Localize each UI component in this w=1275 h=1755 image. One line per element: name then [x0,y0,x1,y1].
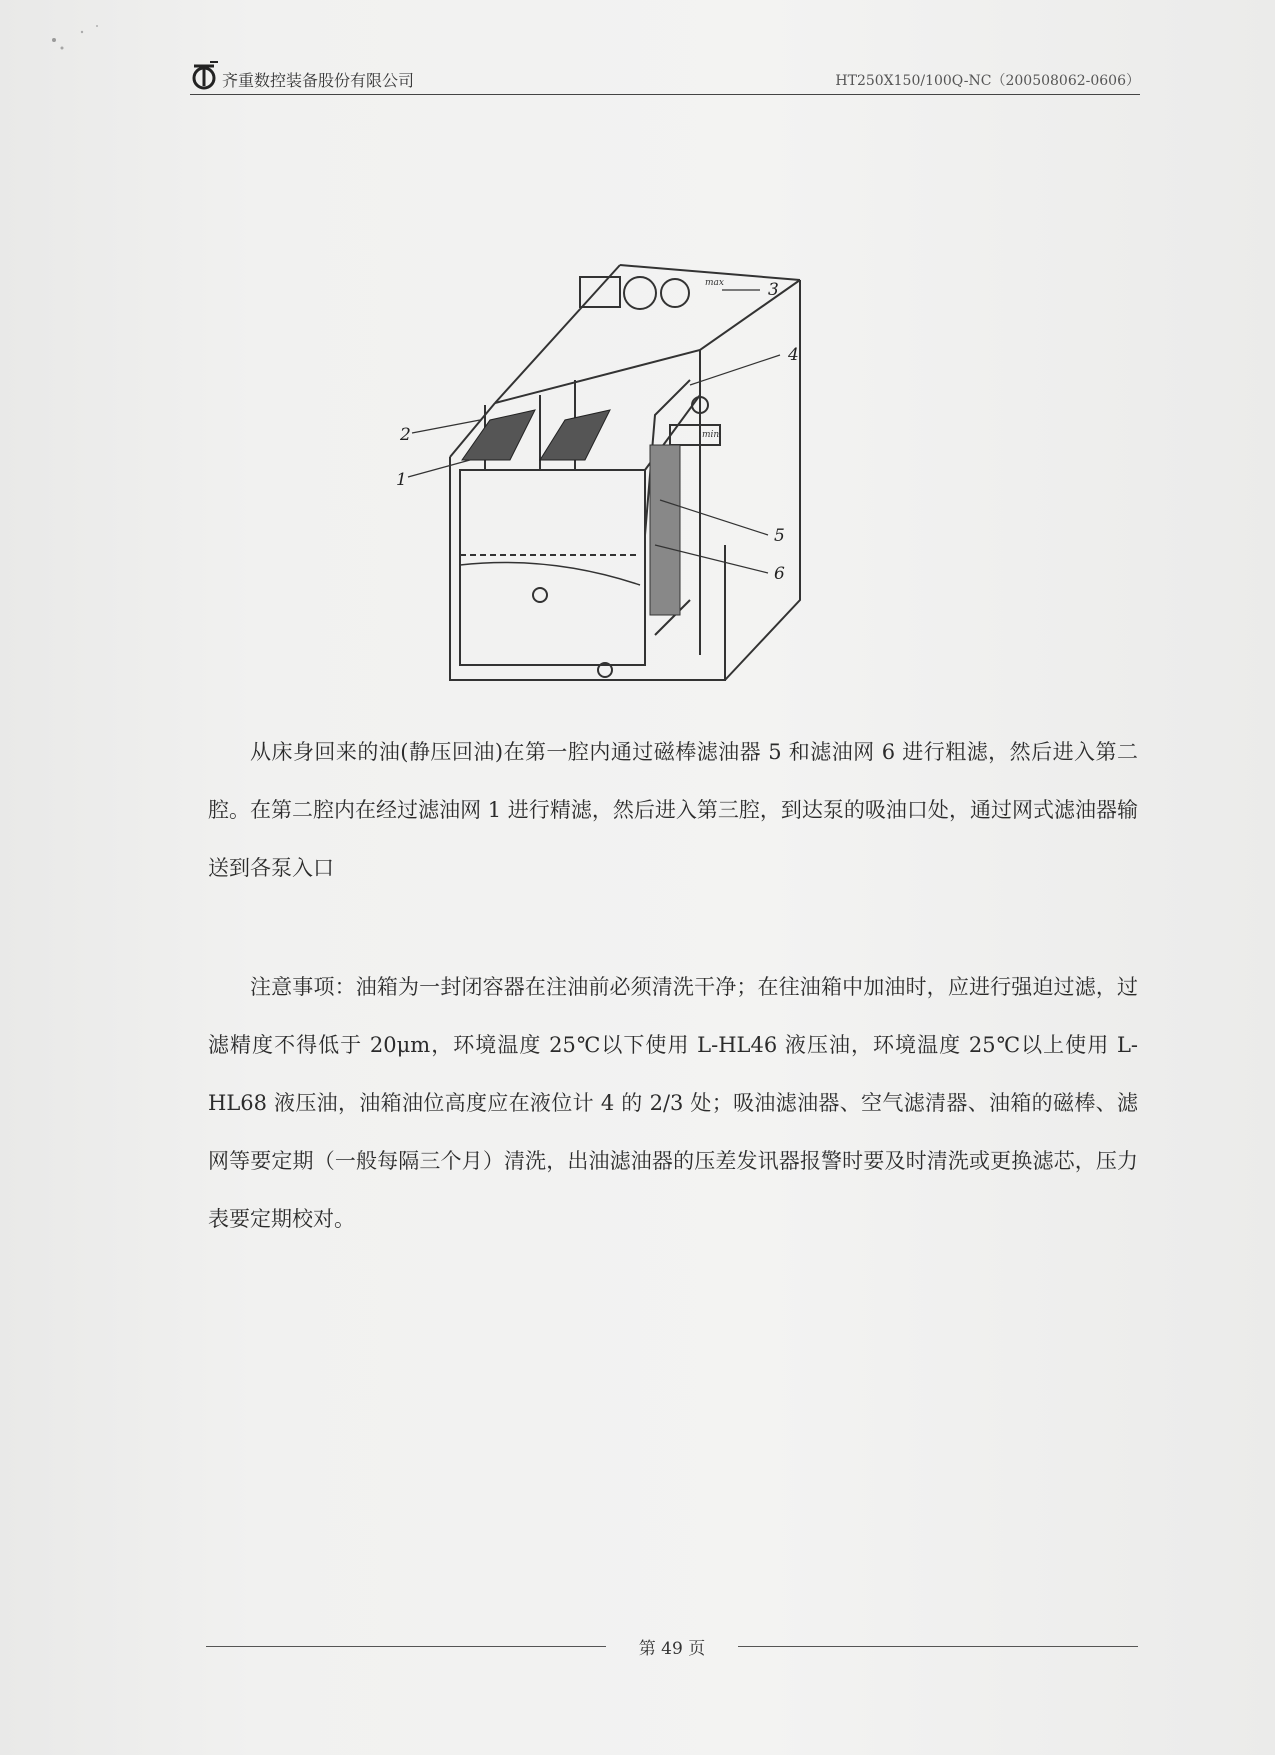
callout-3: 3 [768,280,779,300]
callout-6: 6 [774,564,785,584]
company-logo-icon [190,58,222,92]
body-paragraph-1: 从床身回来的油(静压回油)在第一腔内通过磁棒滤油器 5 和滤油网 6 进行粗滤，然后进入第二腔。在第二腔内在经过滤油网 1 进行精滤，然后进入第三腔，到达泵的吸油口处，通过网式滤油器输送到各泵入口 [208,740,1138,880]
callout-1: 1 [396,470,407,490]
footer-rule-right [738,1646,1138,1647]
callout-4: 4 [788,345,799,365]
scan-speck-marks [42,22,122,62]
body-paragraph-2: 注意事项：油箱为一封闭容器在注油前必须清洗干净；在往油箱中加油时，应进行强迫过滤，过滤精度不得低于 20μm，环境温度 25℃以下使用 L-HL46 液压油，环境温度 25℃以上使用 L-HL68 液压油，油箱油位高度应在液位计 4 的 2/3 处；吸油滤油器、空气滤清器、油箱的磁棒、滤网等要定期（一般每隔三个月）清洗，出油滤油器的压差发讯器报警时要及时清洗或更换滤芯，压力表要定期校对。 [208,975,1138,1231]
min-label: min [702,430,720,440]
page-footer [206,1632,1138,1662]
max-label: max [705,278,724,288]
oil-tank-diagram [396,255,900,705]
footer-rule-left [206,1646,606,1647]
callout-5: 5 [774,526,785,546]
document-number: HT250X150/100Q-NC（200508062-0606） [835,73,1140,89]
page-number: 第 49 页 [638,1639,706,1659]
company-name: 齐重数控装备股份有限公司 [222,71,415,90]
page-header [190,58,1140,95]
callout-2: 2 [400,425,411,445]
